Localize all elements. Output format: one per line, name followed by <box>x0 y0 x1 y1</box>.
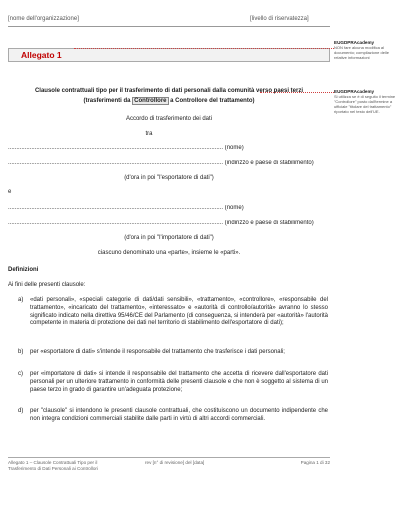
comment-2[interactable] <box>334 89 400 114</box>
title-line2-highlight: Controllore <box>134 98 167 104</box>
header-confidentiality: [livello di riservatezza] <box>250 16 309 22</box>
footer-revision: rev [n° di revisione] del [data] <box>145 460 205 465</box>
clause-text-d: per "clausole" si intendono le presenti clausole contrattuali, che costituiscono un documento indipendente che non integra condizioni commerciali stabilite dalle parti in virtù di altri accordi commerciali. <box>30 408 328 422</box>
exporter-note: (d'ora in poi "l'esportatore di dati") <box>124 175 214 181</box>
parties-note: ciascuno denominato una «parte», insieme le «parti». <box>97 250 241 256</box>
between-word: tra <box>145 131 153 137</box>
importer-name-line: ................................................................................................................................. (nome) <box>8 205 244 211</box>
annex-title: Allegato 1 <box>21 50 62 60</box>
comment-1[interactable] <box>334 40 400 60</box>
footer-left-line1: Allegato 1 – Clausole Contrattuali Tipo per il <box>8 460 98 465</box>
footer-left <box>8 460 138 472</box>
clause-text-c: per «importatore di dati» si intende il responsabile del trattamento che accetta di ricevere dall'esportatore dati personali per un ulteriore trattamento in conformità delle presenti clausole e che non è soggetto al sistema di un paese terzo in grado di garantire un'adeguata protezione; <box>30 371 328 393</box>
comment-2-text: Si utilizza se è di seguito il termine "Controllore" posto dall'termine a ufficiale "titolare del trattamento" riportato nel testo dell'UE. <box>334 94 396 114</box>
footer-divider <box>8 457 330 458</box>
clause-letter-b: b) <box>18 349 24 355</box>
definitions-intro: Ai fini delle presenti clausole: <box>8 282 86 288</box>
footer-left-line2: Trasferimento di Dati Personali ai Controllori <box>8 466 98 472</box>
importer-address-line: ................................................................................................................................. (indirizzo e paese di stabilimento) <box>8 220 314 226</box>
comment-1-text: NON fare alcuna modifica al documento; compilazione delle relative informazioni <box>334 45 389 60</box>
agreement-heading: Accordo di trasferimento dei dati <box>125 116 213 122</box>
exporter-name-line: ................................................................................................................................. (nome) <box>8 145 244 151</box>
and-word: e <box>8 189 12 195</box>
clause-text-a: «dati personali», «speciali categorie di dati/dati sensibili», «trattamento», «controllore», «responsabile del trattamento», «incaricato del trattamento», «interessato» e «autorità di controllo/autorità» avranno lo stesso significato indicato nella direttiva 95/46/CE del Parlamento (di conseguenza, si intenderà per «autorità» l'autorità competente in materia di protezione dei dati nel territorio di stabilimento dell'esportatore di dati); <box>30 297 328 327</box>
exporter-address-line: ................................................................................................................................. (indirizzo e paese di stabilimento) <box>8 160 314 166</box>
comment-1-author: EUGDPRAcademy <box>334 40 375 45</box>
clause-letter-d: d) <box>18 408 24 414</box>
definitions-heading: Definizioni <box>8 267 39 273</box>
header-org-name: [nome dell'organizzazione] <box>8 16 79 22</box>
clause-letter-a: a) <box>18 297 24 303</box>
comment-2-author: EUGDPRAcademy <box>334 89 375 94</box>
comment-anchor-line-1 <box>74 48 334 49</box>
clause-letter-c: c) <box>18 371 23 377</box>
footer-page-number: Pagina 1 di 32 <box>300 460 330 465</box>
title-line2-post: a Controllore del trattamento) <box>168 98 255 104</box>
importer-note: (d'ora in poi "l'importatore di dati") <box>124 235 214 241</box>
title-line2-pre: (trasferimenti da <box>83 98 133 104</box>
header-divider <box>8 26 330 27</box>
document-title-line1: Clausole contrattuali tipo per il trasferimento di dati personali dalla comunità verso paesi terzi <box>34 88 304 94</box>
clause-text-b: per «esportatore di dati» s'intende il responsabile del trattamento che trasferisce i dati personali; <box>30 349 285 355</box>
annex-title-box <box>8 48 330 62</box>
document-title-line2 <box>10 98 328 106</box>
